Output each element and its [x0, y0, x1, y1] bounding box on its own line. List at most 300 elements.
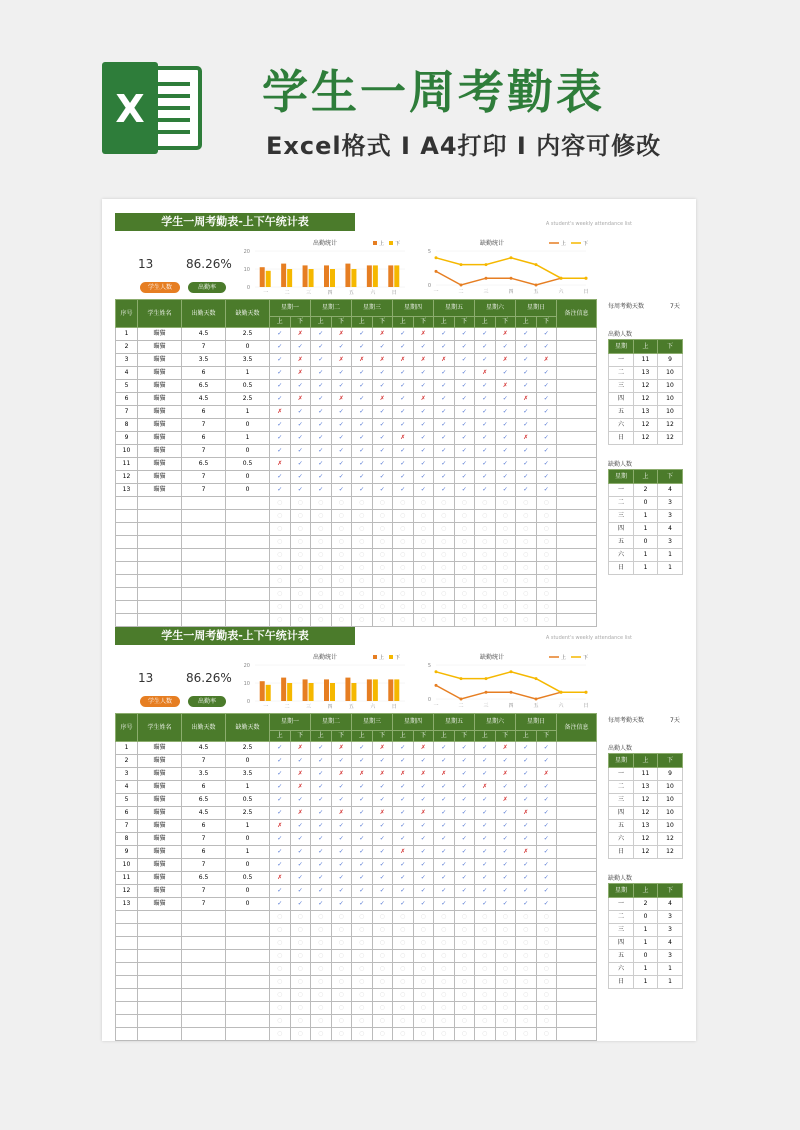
empty-mark-cell[interactable]: ○ — [516, 924, 537, 937]
present-check-icon[interactable]: ✓ — [434, 380, 455, 393]
present-check-icon[interactable]: ✓ — [393, 833, 414, 846]
present-check-icon[interactable]: ✓ — [311, 859, 332, 872]
empty-mark-cell[interactable]: ○ — [372, 588, 393, 601]
absent-cross-icon[interactable]: ✗ — [372, 742, 393, 755]
present-check-icon[interactable]: ✓ — [536, 458, 557, 471]
present-check-icon[interactable]: ✓ — [311, 898, 332, 911]
present-check-icon[interactable]: ✓ — [516, 768, 537, 781]
present-check-icon[interactable]: ✓ — [270, 354, 291, 367]
present-check-icon[interactable]: ✓ — [454, 341, 475, 354]
empty-mark-cell[interactable]: ○ — [413, 963, 434, 976]
attendance-days-cell[interactable]: 6 — [182, 432, 226, 445]
attendance-days-cell[interactable]: 7 — [182, 859, 226, 872]
present-check-icon[interactable]: ✓ — [413, 872, 434, 885]
empty-cell[interactable] — [116, 1002, 138, 1015]
present-check-icon[interactable]: ✓ — [352, 341, 373, 354]
empty-mark-cell[interactable]: ○ — [536, 497, 557, 510]
student-name-cell[interactable]: 瞄猫 — [138, 484, 182, 497]
empty-cell[interactable] — [226, 536, 270, 549]
present-check-icon[interactable]: ✓ — [311, 380, 332, 393]
present-check-icon[interactable]: ✓ — [475, 885, 496, 898]
attendance-days-cell[interactable]: 6.5 — [182, 872, 226, 885]
empty-mark-cell[interactable]: ○ — [454, 950, 475, 963]
present-check-icon[interactable]: ✓ — [372, 380, 393, 393]
empty-cell[interactable] — [557, 937, 597, 950]
empty-mark-cell[interactable]: ○ — [434, 950, 455, 963]
present-check-icon[interactable]: ✓ — [434, 872, 455, 885]
empty-cell[interactable] — [182, 1028, 226, 1041]
present-check-icon[interactable]: ✓ — [434, 419, 455, 432]
empty-cell[interactable] — [138, 601, 182, 614]
absent-cross-icon[interactable]: ✗ — [372, 768, 393, 781]
present-check-icon[interactable]: ✓ — [311, 885, 332, 898]
empty-mark-cell[interactable]: ○ — [311, 510, 332, 523]
empty-mark-cell[interactable]: ○ — [311, 614, 332, 627]
empty-mark-cell[interactable]: ○ — [454, 1002, 475, 1015]
note-cell[interactable] — [557, 419, 597, 432]
empty-mark-cell[interactable]: ○ — [475, 562, 496, 575]
empty-cell[interactable] — [226, 937, 270, 950]
present-check-icon[interactable]: ✓ — [495, 833, 516, 846]
empty-mark-cell[interactable]: ○ — [495, 1002, 516, 1015]
empty-mark-cell[interactable]: ○ — [372, 1015, 393, 1028]
present-check-icon[interactable]: ✓ — [352, 833, 373, 846]
present-check-icon[interactable]: ✓ — [434, 406, 455, 419]
present-check-icon[interactable]: ✓ — [331, 341, 352, 354]
empty-mark-cell[interactable]: ○ — [413, 614, 434, 627]
present-check-icon[interactable]: ✓ — [536, 445, 557, 458]
empty-mark-cell[interactable]: ○ — [311, 976, 332, 989]
empty-mark-cell[interactable]: ○ — [311, 937, 332, 950]
empty-cell[interactable] — [116, 989, 138, 1002]
present-check-icon[interactable]: ✓ — [393, 380, 414, 393]
empty-mark-cell[interactable]: ○ — [393, 523, 414, 536]
present-check-icon[interactable]: ✓ — [516, 419, 537, 432]
present-check-icon[interactable]: ✓ — [352, 781, 373, 794]
empty-cell[interactable] — [226, 562, 270, 575]
present-check-icon[interactable]: ✓ — [393, 406, 414, 419]
empty-mark-cell[interactable]: ○ — [270, 963, 291, 976]
present-check-icon[interactable]: ✓ — [495, 846, 516, 859]
present-check-icon[interactable]: ✓ — [352, 484, 373, 497]
present-check-icon[interactable]: ✓ — [290, 898, 311, 911]
empty-cell[interactable] — [116, 1015, 138, 1028]
absent-cross-icon[interactable]: ✗ — [331, 328, 352, 341]
empty-cell[interactable] — [138, 549, 182, 562]
empty-mark-cell[interactable]: ○ — [331, 523, 352, 536]
present-check-icon[interactable]: ✓ — [454, 406, 475, 419]
present-check-icon[interactable]: ✓ — [270, 367, 291, 380]
empty-mark-cell[interactable]: ○ — [495, 976, 516, 989]
empty-mark-cell[interactable]: ○ — [393, 1028, 414, 1041]
student-name-cell[interactable]: 瞄猫 — [138, 768, 182, 781]
empty-mark-cell[interactable]: ○ — [393, 536, 414, 549]
empty-mark-cell[interactable]: ○ — [331, 562, 352, 575]
present-check-icon[interactable]: ✓ — [413, 820, 434, 833]
present-check-icon[interactable]: ✓ — [270, 781, 291, 794]
absent-cross-icon[interactable]: ✗ — [290, 742, 311, 755]
empty-mark-cell[interactable]: ○ — [413, 1028, 434, 1041]
present-check-icon[interactable]: ✓ — [454, 432, 475, 445]
empty-mark-cell[interactable]: ○ — [372, 1028, 393, 1041]
note-cell[interactable] — [557, 742, 597, 755]
student-name-cell[interactable]: 瞄猫 — [138, 380, 182, 393]
empty-mark-cell[interactable]: ○ — [270, 950, 291, 963]
present-check-icon[interactable]: ✓ — [352, 885, 373, 898]
present-check-icon[interactable]: ✓ — [270, 393, 291, 406]
empty-mark-cell[interactable]: ○ — [495, 549, 516, 562]
present-check-icon[interactable]: ✓ — [495, 367, 516, 380]
present-check-icon[interactable]: ✓ — [495, 445, 516, 458]
empty-mark-cell[interactable]: ○ — [516, 588, 537, 601]
absent-cross-icon[interactable]: ✗ — [495, 794, 516, 807]
empty-mark-cell[interactable]: ○ — [434, 614, 455, 627]
empty-mark-cell[interactable]: ○ — [495, 575, 516, 588]
empty-mark-cell[interactable]: ○ — [434, 497, 455, 510]
empty-mark-cell[interactable]: ○ — [413, 575, 434, 588]
empty-mark-cell[interactable]: ○ — [536, 588, 557, 601]
absent-cross-icon[interactable]: ✗ — [434, 354, 455, 367]
empty-mark-cell[interactable]: ○ — [516, 989, 537, 1002]
present-check-icon[interactable]: ✓ — [495, 458, 516, 471]
present-check-icon[interactable]: ✓ — [311, 328, 332, 341]
present-check-icon[interactable]: ✓ — [393, 898, 414, 911]
empty-mark-cell[interactable]: ○ — [393, 497, 414, 510]
present-check-icon[interactable]: ✓ — [454, 367, 475, 380]
empty-cell[interactable] — [182, 536, 226, 549]
empty-mark-cell[interactable]: ○ — [393, 510, 414, 523]
empty-mark-cell[interactable]: ○ — [352, 562, 373, 575]
empty-mark-cell[interactable]: ○ — [331, 549, 352, 562]
empty-mark-cell[interactable]: ○ — [290, 562, 311, 575]
attendance-days-cell[interactable]: 6 — [182, 367, 226, 380]
present-check-icon[interactable]: ✓ — [475, 484, 496, 497]
empty-cell[interactable] — [116, 924, 138, 937]
empty-cell[interactable] — [138, 950, 182, 963]
present-check-icon[interactable]: ✓ — [413, 781, 434, 794]
present-check-icon[interactable]: ✓ — [536, 820, 557, 833]
empty-cell[interactable] — [226, 497, 270, 510]
empty-cell[interactable] — [138, 1015, 182, 1028]
absent-cross-icon[interactable]: ✗ — [270, 458, 291, 471]
present-check-icon[interactable]: ✓ — [454, 354, 475, 367]
note-cell[interactable] — [557, 794, 597, 807]
present-check-icon[interactable]: ✓ — [331, 859, 352, 872]
absent-cross-icon[interactable]: ✗ — [495, 328, 516, 341]
present-check-icon[interactable]: ✓ — [454, 484, 475, 497]
present-check-icon[interactable]: ✓ — [454, 781, 475, 794]
note-cell[interactable] — [557, 380, 597, 393]
empty-mark-cell[interactable]: ○ — [290, 976, 311, 989]
empty-cell[interactable] — [557, 924, 597, 937]
empty-mark-cell[interactable]: ○ — [454, 601, 475, 614]
empty-cell[interactable] — [138, 1028, 182, 1041]
present-check-icon[interactable]: ✓ — [413, 419, 434, 432]
empty-mark-cell[interactable]: ○ — [516, 549, 537, 562]
empty-cell[interactable] — [226, 601, 270, 614]
empty-mark-cell[interactable]: ○ — [434, 588, 455, 601]
present-check-icon[interactable]: ✓ — [413, 458, 434, 471]
present-check-icon[interactable]: ✓ — [311, 419, 332, 432]
present-check-icon[interactable]: ✓ — [331, 898, 352, 911]
empty-mark-cell[interactable]: ○ — [413, 950, 434, 963]
empty-mark-cell[interactable]: ○ — [434, 562, 455, 575]
present-check-icon[interactable]: ✓ — [290, 445, 311, 458]
empty-cell[interactable] — [138, 976, 182, 989]
empty-mark-cell[interactable]: ○ — [454, 497, 475, 510]
present-check-icon[interactable]: ✓ — [331, 755, 352, 768]
present-check-icon[interactable]: ✓ — [311, 471, 332, 484]
attendance-days-cell[interactable]: 3.5 — [182, 354, 226, 367]
present-check-icon[interactable]: ✓ — [516, 742, 537, 755]
present-check-icon[interactable]: ✓ — [331, 820, 352, 833]
empty-mark-cell[interactable]: ○ — [352, 911, 373, 924]
empty-mark-cell[interactable]: ○ — [413, 536, 434, 549]
present-check-icon[interactable]: ✓ — [475, 742, 496, 755]
empty-mark-cell[interactable]: ○ — [475, 549, 496, 562]
present-check-icon[interactable]: ✓ — [516, 445, 537, 458]
present-check-icon[interactable]: ✓ — [434, 742, 455, 755]
empty-cell[interactable] — [226, 575, 270, 588]
empty-cell[interactable] — [182, 575, 226, 588]
student-name-cell[interactable]: 瞄猫 — [138, 419, 182, 432]
note-cell[interactable] — [557, 406, 597, 419]
present-check-icon[interactable]: ✓ — [290, 471, 311, 484]
empty-mark-cell[interactable]: ○ — [434, 1028, 455, 1041]
empty-mark-cell[interactable]: ○ — [495, 601, 516, 614]
present-check-icon[interactable]: ✓ — [536, 432, 557, 445]
empty-mark-cell[interactable]: ○ — [331, 497, 352, 510]
empty-mark-cell[interactable]: ○ — [536, 601, 557, 614]
absent-cross-icon[interactable]: ✗ — [270, 820, 291, 833]
empty-mark-cell[interactable]: ○ — [475, 989, 496, 1002]
empty-cell[interactable] — [138, 937, 182, 950]
student-name-cell[interactable]: 瞄猫 — [138, 406, 182, 419]
present-check-icon[interactable]: ✓ — [372, 484, 393, 497]
empty-mark-cell[interactable]: ○ — [454, 937, 475, 950]
present-check-icon[interactable]: ✓ — [393, 872, 414, 885]
empty-mark-cell[interactable]: ○ — [475, 1028, 496, 1041]
empty-cell[interactable] — [226, 588, 270, 601]
empty-cell[interactable] — [557, 1015, 597, 1028]
empty-mark-cell[interactable]: ○ — [434, 510, 455, 523]
empty-mark-cell[interactable]: ○ — [536, 614, 557, 627]
empty-mark-cell[interactable]: ○ — [372, 549, 393, 562]
empty-mark-cell[interactable]: ○ — [413, 523, 434, 536]
present-check-icon[interactable]: ✓ — [454, 471, 475, 484]
empty-mark-cell[interactable]: ○ — [331, 950, 352, 963]
student-name-cell[interactable]: 瞄猫 — [138, 833, 182, 846]
empty-mark-cell[interactable]: ○ — [352, 575, 373, 588]
absence-days-cell[interactable]: 1 — [226, 367, 270, 380]
present-check-icon[interactable]: ✓ — [536, 380, 557, 393]
present-check-icon[interactable]: ✓ — [454, 820, 475, 833]
present-check-icon[interactable]: ✓ — [475, 846, 496, 859]
absence-days-cell[interactable]: 2.5 — [226, 807, 270, 820]
empty-mark-cell[interactable]: ○ — [475, 1015, 496, 1028]
empty-mark-cell[interactable]: ○ — [352, 1028, 373, 1041]
present-check-icon[interactable]: ✓ — [311, 367, 332, 380]
present-check-icon[interactable]: ✓ — [372, 820, 393, 833]
student-name-cell[interactable]: 瞄猫 — [138, 354, 182, 367]
empty-mark-cell[interactable]: ○ — [372, 523, 393, 536]
empty-mark-cell[interactable]: ○ — [536, 1028, 557, 1041]
empty-mark-cell[interactable]: ○ — [311, 911, 332, 924]
empty-mark-cell[interactable]: ○ — [475, 924, 496, 937]
note-cell[interactable] — [557, 328, 597, 341]
student-name-cell[interactable]: 瞄猫 — [138, 820, 182, 833]
present-check-icon[interactable]: ✓ — [495, 859, 516, 872]
present-check-icon[interactable]: ✓ — [454, 807, 475, 820]
absent-cross-icon[interactable]: ✗ — [413, 807, 434, 820]
empty-cell[interactable] — [116, 937, 138, 950]
empty-mark-cell[interactable]: ○ — [331, 575, 352, 588]
present-check-icon[interactable]: ✓ — [270, 898, 291, 911]
empty-mark-cell[interactable]: ○ — [454, 549, 475, 562]
present-check-icon[interactable]: ✓ — [516, 794, 537, 807]
empty-cell[interactable] — [116, 950, 138, 963]
empty-mark-cell[interactable]: ○ — [270, 575, 291, 588]
attendance-days-cell[interactable]: 7 — [182, 885, 226, 898]
present-check-icon[interactable]: ✓ — [290, 872, 311, 885]
empty-mark-cell[interactable]: ○ — [434, 963, 455, 976]
note-cell[interactable] — [557, 768, 597, 781]
empty-mark-cell[interactable]: ○ — [331, 1015, 352, 1028]
present-check-icon[interactable]: ✓ — [495, 406, 516, 419]
empty-cell[interactable] — [226, 1002, 270, 1015]
present-check-icon[interactable]: ✓ — [352, 859, 373, 872]
absent-cross-icon[interactable]: ✗ — [413, 328, 434, 341]
student-name-cell[interactable]: 瞄猫 — [138, 393, 182, 406]
empty-cell[interactable] — [182, 911, 226, 924]
empty-cell[interactable] — [226, 976, 270, 989]
attendance-days-cell[interactable]: 6 — [182, 820, 226, 833]
present-check-icon[interactable]: ✓ — [352, 380, 373, 393]
empty-cell[interactable] — [138, 588, 182, 601]
present-check-icon[interactable]: ✓ — [331, 484, 352, 497]
empty-mark-cell[interactable]: ○ — [536, 1002, 557, 1015]
empty-mark-cell[interactable]: ○ — [393, 976, 414, 989]
empty-mark-cell[interactable]: ○ — [393, 1015, 414, 1028]
present-check-icon[interactable]: ✓ — [536, 393, 557, 406]
empty-cell[interactable] — [226, 1015, 270, 1028]
empty-mark-cell[interactable]: ○ — [270, 497, 291, 510]
present-check-icon[interactable]: ✓ — [475, 354, 496, 367]
present-check-icon[interactable]: ✓ — [372, 859, 393, 872]
empty-mark-cell[interactable]: ○ — [393, 1002, 414, 1015]
present-check-icon[interactable]: ✓ — [413, 341, 434, 354]
absence-days-cell[interactable]: 3.5 — [226, 354, 270, 367]
empty-mark-cell[interactable]: ○ — [311, 1015, 332, 1028]
empty-mark-cell[interactable]: ○ — [290, 911, 311, 924]
attendance-days-cell[interactable]: 4.5 — [182, 393, 226, 406]
absent-cross-icon[interactable]: ✗ — [352, 768, 373, 781]
empty-mark-cell[interactable]: ○ — [352, 1015, 373, 1028]
empty-mark-cell[interactable]: ○ — [270, 911, 291, 924]
present-check-icon[interactable]: ✓ — [352, 393, 373, 406]
note-cell[interactable] — [557, 445, 597, 458]
empty-mark-cell[interactable]: ○ — [536, 950, 557, 963]
absence-days-cell[interactable]: 0.5 — [226, 458, 270, 471]
empty-mark-cell[interactable]: ○ — [516, 911, 537, 924]
present-check-icon[interactable]: ✓ — [393, 445, 414, 458]
present-check-icon[interactable]: ✓ — [352, 328, 373, 341]
note-cell[interactable] — [557, 898, 597, 911]
present-check-icon[interactable]: ✓ — [454, 846, 475, 859]
empty-mark-cell[interactable]: ○ — [536, 911, 557, 924]
empty-mark-cell[interactable]: ○ — [331, 976, 352, 989]
present-check-icon[interactable]: ✓ — [311, 846, 332, 859]
empty-cell[interactable] — [226, 523, 270, 536]
empty-mark-cell[interactable]: ○ — [454, 523, 475, 536]
attendance-days-cell[interactable]: 6 — [182, 781, 226, 794]
absent-cross-icon[interactable]: ✗ — [434, 768, 455, 781]
empty-mark-cell[interactable]: ○ — [311, 989, 332, 1002]
student-name-cell[interactable]: 瞄猫 — [138, 885, 182, 898]
empty-mark-cell[interactable]: ○ — [516, 1028, 537, 1041]
absent-cross-icon[interactable]: ✗ — [495, 768, 516, 781]
present-check-icon[interactable]: ✓ — [413, 859, 434, 872]
empty-mark-cell[interactable]: ○ — [331, 937, 352, 950]
present-check-icon[interactable]: ✓ — [516, 885, 537, 898]
present-check-icon[interactable]: ✓ — [413, 484, 434, 497]
present-check-icon[interactable]: ✓ — [516, 367, 537, 380]
empty-cell[interactable] — [557, 601, 597, 614]
present-check-icon[interactable]: ✓ — [372, 406, 393, 419]
note-cell[interactable] — [557, 432, 597, 445]
present-check-icon[interactable]: ✓ — [372, 341, 393, 354]
absence-days-cell[interactable]: 2.5 — [226, 393, 270, 406]
empty-mark-cell[interactable]: ○ — [290, 937, 311, 950]
empty-mark-cell[interactable]: ○ — [475, 614, 496, 627]
empty-mark-cell[interactable]: ○ — [413, 1015, 434, 1028]
attendance-days-cell[interactable]: 7 — [182, 471, 226, 484]
present-check-icon[interactable]: ✓ — [311, 445, 332, 458]
empty-mark-cell[interactable]: ○ — [434, 1015, 455, 1028]
empty-mark-cell[interactable]: ○ — [413, 562, 434, 575]
empty-mark-cell[interactable]: ○ — [311, 924, 332, 937]
present-check-icon[interactable]: ✓ — [393, 742, 414, 755]
absent-cross-icon[interactable]: ✗ — [536, 768, 557, 781]
empty-mark-cell[interactable]: ○ — [434, 937, 455, 950]
present-check-icon[interactable]: ✓ — [516, 458, 537, 471]
present-check-icon[interactable]: ✓ — [270, 859, 291, 872]
empty-mark-cell[interactable]: ○ — [270, 1002, 291, 1015]
present-check-icon[interactable]: ✓ — [434, 820, 455, 833]
empty-cell[interactable] — [557, 989, 597, 1002]
attendance-days-cell[interactable]: 7 — [182, 484, 226, 497]
present-check-icon[interactable]: ✓ — [495, 432, 516, 445]
empty-cell[interactable] — [116, 588, 138, 601]
present-check-icon[interactable]: ✓ — [331, 846, 352, 859]
present-check-icon[interactable]: ✓ — [454, 768, 475, 781]
present-check-icon[interactable]: ✓ — [331, 833, 352, 846]
present-check-icon[interactable]: ✓ — [331, 445, 352, 458]
empty-mark-cell[interactable]: ○ — [516, 1002, 537, 1015]
absent-cross-icon[interactable]: ✗ — [393, 432, 414, 445]
empty-cell[interactable] — [116, 523, 138, 536]
empty-mark-cell[interactable]: ○ — [331, 924, 352, 937]
student-name-cell[interactable]: 瞄猫 — [138, 781, 182, 794]
empty-mark-cell[interactable]: ○ — [372, 562, 393, 575]
present-check-icon[interactable]: ✓ — [352, 432, 373, 445]
empty-cell[interactable] — [182, 976, 226, 989]
empty-cell[interactable] — [557, 575, 597, 588]
absence-days-cell[interactable]: 0.5 — [226, 794, 270, 807]
empty-cell[interactable] — [557, 963, 597, 976]
absent-cross-icon[interactable]: ✗ — [352, 354, 373, 367]
present-check-icon[interactable]: ✓ — [495, 471, 516, 484]
